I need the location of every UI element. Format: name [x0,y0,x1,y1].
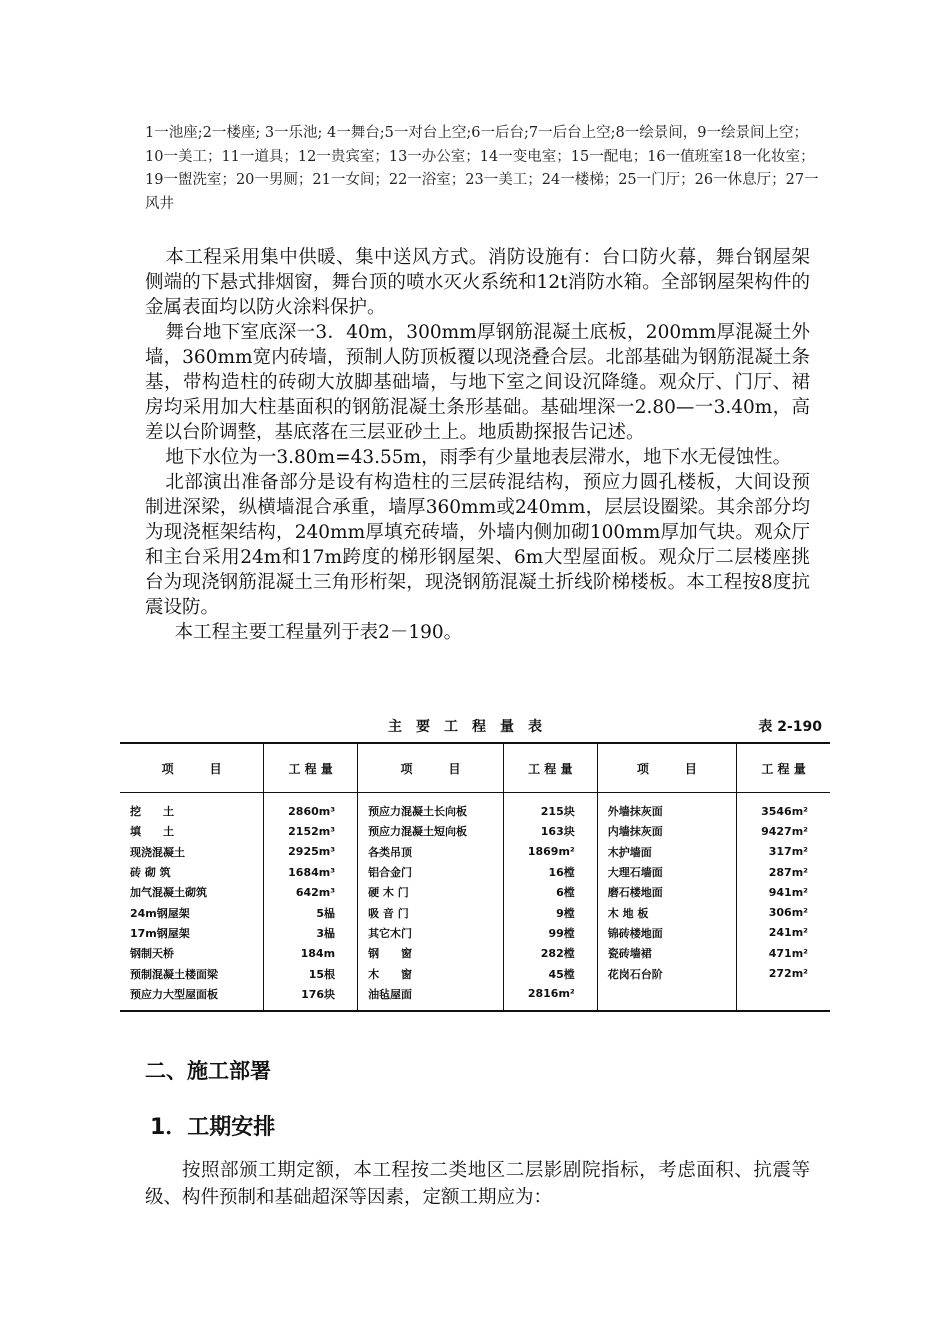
quantity-cell: 9427m² [761,824,808,838]
quantity-cell: 9樘 [503,902,597,922]
quantity-cell: 941m² [768,885,808,899]
column-header: 工 程 量 [264,743,358,793]
paragraph: 本工程主要工程量列于表2－190。 [174,622,463,643]
item-cell: 木 地 板 [597,902,736,922]
item-cell: 大理石墙面 [597,862,736,882]
item-cell: 木护墙面 [597,842,736,862]
column-header: 工 程 量 [737,743,830,793]
item-cell: 内墙抹灰面 [597,821,736,841]
body-text [145,245,810,645]
quantity-cell: 15根 [264,963,358,983]
item-cell: 预应力大型屋面板 [120,984,264,1011]
quantity-cell: 2816m² [503,984,597,1011]
quantity-cell: 241m² [768,926,808,940]
item-cell: 预应力混凝土长向板 [358,793,504,822]
table-title: 主要工程量表 [388,719,556,735]
subsection-heading: 1．工期安排 [150,1115,276,1140]
quantity-cell: 163块 [503,821,597,841]
quantity-cell: 471m² [768,946,808,960]
quantity-cell: 215块 [503,793,597,822]
table-row [120,862,830,882]
item-cell: 瓷砖墙裙 [597,943,736,963]
table-header-row [120,743,830,793]
item-cell: 预应力混凝土短向板 [358,821,504,841]
column-header: 项 目 [597,743,736,793]
quantity-cell: 16樘 [503,862,597,882]
quantity-cell [737,984,830,1011]
quantity-cell: 3546m² [761,804,808,818]
table-number: 表 2-190 [758,719,822,735]
item-cell: 各类吊顶 [358,842,504,862]
quantity-cell: 642m³ [264,882,358,902]
item-cell: 17m钢屋架 [120,923,264,943]
item-cell: 油毡屋面 [358,984,504,1011]
quantity-cell: 1869m² [503,842,597,862]
quantity-cell: 176块 [264,984,358,1011]
item-cell: 铝合金门 [358,862,504,882]
column-header: 项 目 [358,743,504,793]
paragraph: 舞台地下室底深一3．40m，300mm厚钢筋混凝土底板，200mm厚混凝土外墙，360mm宽内砖墙，预制人防顶板覆以现浇叠合层。北部基础为钢筋混凝土条基，带构造柱的砖砌大放脚基础墙，与地下室之间设沉降缝。观众厅、门厅、裙房均采用加大柱基面积的钢筋混凝土条形基础。基础埋深一2.80—一3.40m，高差以台阶调整，基底落在三层亚砂土上。地质勘探报告记述。 [145,322,810,443]
quantity-cell: 99樘 [503,923,597,943]
paragraph: 按照部颁工期定额，本工程按二类地区二层影剧院指标，考虑面积、抗震等级、构件预制和基础超深等因素，定额工期应为： [145,1160,810,1208]
table-row [120,902,830,922]
item-cell: 挖 土 [120,793,264,822]
quantity-cell: 287m² [768,865,808,879]
table-caption [120,716,830,738]
item-cell: 其它木门 [358,923,504,943]
item-cell [597,984,736,1011]
quantity-cell: 3榀 [264,923,358,943]
item-cell: 锦砖楼地面 [597,923,736,943]
item-cell: 钢制天桥 [120,943,264,963]
paragraph: 地下水位为一3.80m=43.55m，雨季有少量地表层滞水，地下水无侵蚀性。 [165,447,792,468]
item-cell: 加气混凝土砌筑 [120,882,264,902]
quantity-cell: 282樘 [503,943,597,963]
table-row [120,984,830,1011]
quantity-cell: 306m² [768,906,808,920]
quantity-cell: 6樘 [503,882,597,902]
quantities-table [120,742,830,1012]
quantity-cell: 2925m³ [264,842,358,862]
item-cell: 磨石楼地面 [597,882,736,902]
table-row [120,821,830,841]
table-row [120,923,830,943]
quantity-cell: 1684m³ [264,862,358,882]
quantity-cell: 5榀 [264,902,358,922]
item-cell: 外墙抹灰面 [597,793,736,822]
table-row [120,842,830,862]
table-row [120,963,830,983]
item-cell: 现浇混凝土 [120,842,264,862]
quantity-cell: 2860m³ [264,793,358,822]
quantity-cell: 272m² [768,967,808,981]
item-cell: 预制混凝土楼面梁 [120,963,264,983]
item-cell: 吸 音 门 [358,902,504,922]
item-cell: 24m钢屋架 [120,902,264,922]
section-heading: 二、施工部署 [145,1059,271,1083]
table-row [120,882,830,902]
item-cell: 钢 窗 [358,943,504,963]
paragraph: 本工程采用集中供暖、集中送风方式。消防设施有：台口防火幕，舞台钢屋架侧端的下悬式排烟窗，舞台顶的喷水灭火系统和12t消防水箱。全部钢屋架构件的金属表面均以防火涂料保护。 [145,247,810,318]
item-cell: 填 土 [120,821,264,841]
figure-legend: 1一池座;2一楼座; 3一乐池; 4一舞台;5一对台上空;6一后台;7一后台上空;8一绘景间，9一绘景间上空；10一美工；11一道具；12一贵宾室；13一办公室；14一变电室；15一配电；16一值班室18一化妆室；19一盥洗室；20一男厕；21一女间；22一浴室；23一美工；24一楼梯；25一门厅；26一休息厅；27一风井 [145,125,819,212]
paragraph: 北部演出准备部分是设有构造柱的三层砖混结构，预应力圆孔楼板，大间设预制进深梁，纵横墙混合承重，墙厚360mm或240mm，层层设圈梁。其余部分均为现浇框架结构，240mm厚填充砖墙，外墙内侧加砌100mm厚加气块。观众厅和主台采用24m和17m跨度的梯形钢屋架、6m大型屋面板。观众厅二层楼座挑台为现浇钢筋混凝土三角形桁架，现浇钢筋混凝土折线阶梯楼板。本工程按8度抗震设防。 [145,472,810,618]
item-cell: 花岗石台阶 [597,963,736,983]
quantity-cell: 45樘 [503,963,597,983]
quantity-cell: 184m [264,943,358,963]
table-row [120,943,830,963]
table-body [120,793,830,1011]
column-header: 工 程 量 [503,743,597,793]
item-cell: 砖 砌 筑 [120,862,264,882]
item-cell: 硬 木 门 [358,882,504,902]
quantity-cell: 317m² [768,845,808,859]
item-cell: 木 窗 [358,963,504,983]
column-header: 项 目 [120,743,264,793]
quantity-cell: 2152m³ [264,821,358,841]
table-row [120,793,830,822]
